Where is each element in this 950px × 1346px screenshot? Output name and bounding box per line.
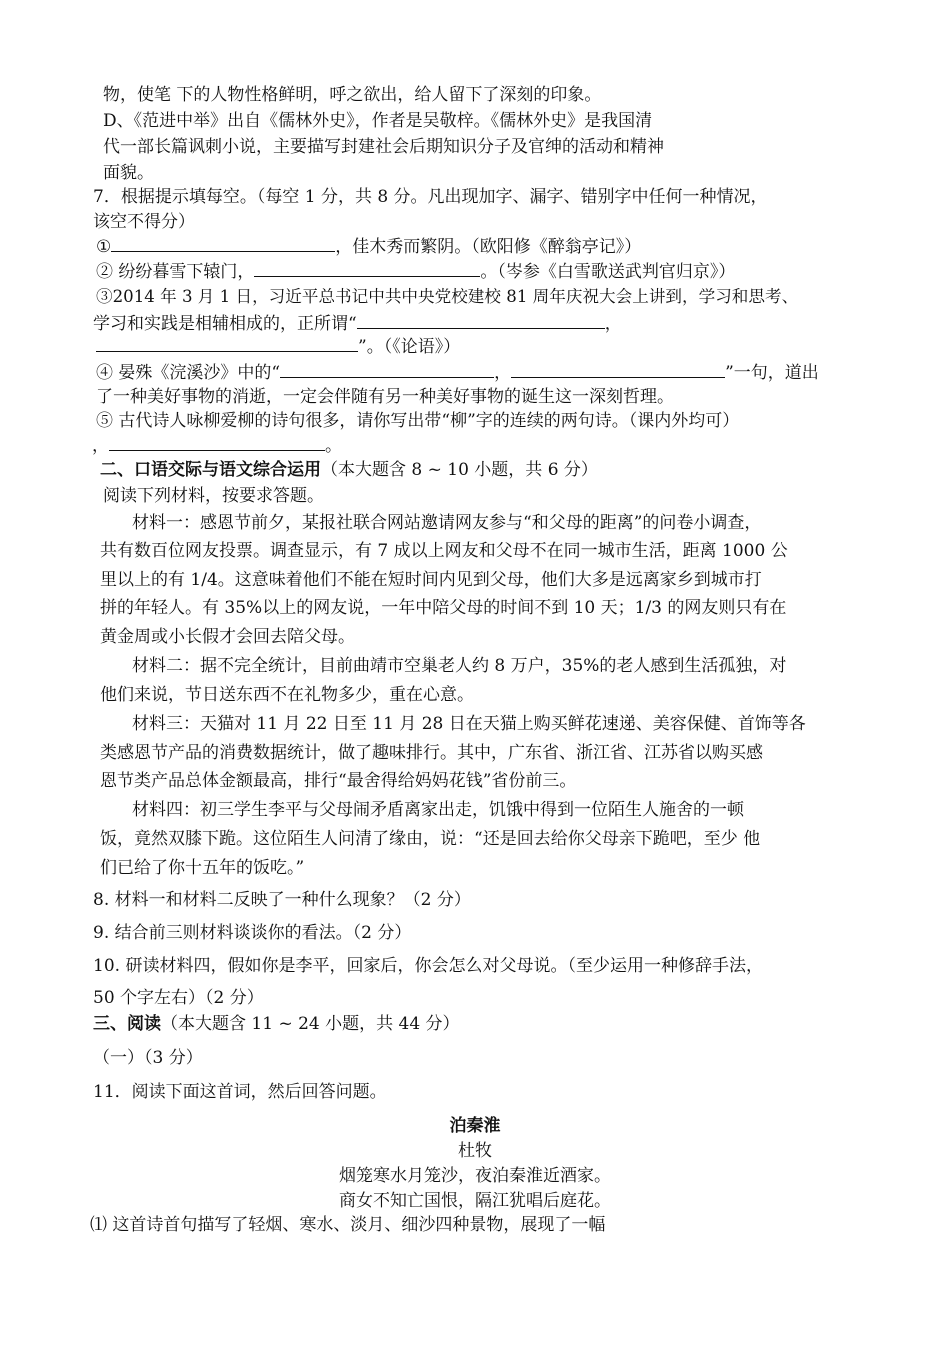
answer-blank[interactable]: [111, 235, 335, 252]
fill-item-1-prefix: ①: [96, 237, 112, 257]
fill-item-4-line2: 了一种美好事物的消逝，一定会伴随有另一种美好事物的诞生这一深刻哲理。: [96, 387, 674, 407]
material-4-line: 材料四：初三学生李平与父母闹矛盾离家出走，饥饿中得到一位陌生人施舍的一顿: [132, 800, 744, 820]
question-7: 7．根据提示填每空。（每空 1 分，共 8 分。凡出现加字、漏字、错别字中任何一种情况，: [93, 187, 768, 207]
material-3-line: 类感恩节产品的消费数据统计，做了趣味排行。其中，广东省、浙江省、江苏省以购买感: [100, 743, 763, 763]
section-3-heading: [93, 1013, 460, 1035]
answer-blank[interactable]: [511, 361, 725, 378]
fill-item-3-line3: [96, 335, 460, 358]
answer-blank[interactable]: [357, 312, 605, 329]
fill-item-5-line2: [92, 434, 342, 457]
poem-line: 烟笼寒水月笼沙，夜泊秦淮近酒家。: [339, 1166, 611, 1186]
question-11: 11．阅读下面这首词，然后回答问题。: [93, 1082, 387, 1102]
material-4-line: 饭，竟然双膝下跪。这位陌生人问清了缘由，说：“还是回去给你父母亲下跪吧，至少 他: [100, 829, 761, 849]
fill-item-2: [96, 260, 735, 283]
section-2-note: （本大题含 8 ~ 10 小题，共 6 分）: [321, 460, 598, 480]
answer-blank[interactable]: [109, 434, 325, 451]
material-2-line: 他们来说，节日送东西不在礼物多少，重在心意。: [100, 685, 474, 705]
poem-line: 商女不知亡国恨，隔江犹唱后庭花。: [339, 1191, 611, 1211]
answer-blank[interactable]: [96, 335, 358, 352]
answer-blank[interactable]: [254, 260, 480, 277]
material-3-line: 恩节类产品总体金额最高，排行“最舍得给妈妈花钱”省份前三。: [100, 771, 577, 791]
material-3-line: 材料三：天猫对 11 月 22 日至 11 月 28 日在天猫上购买鲜花速递、美容保健、首饰等各: [132, 714, 806, 734]
section-3-title: 三、阅读: [93, 1014, 161, 1034]
question-7-note: 该空不得分）: [93, 212, 195, 232]
part-1-label: （一）（3 分）: [93, 1048, 203, 1068]
question-11-1: ⑴ 这首诗首句描写了轻烟、寒水、淡月、细沙四种景物，展现了一幅: [90, 1215, 606, 1235]
text-line: 代一部长篇讽刺小说，主要描写封建社会后期知识分子及官绅的活动和精神: [103, 137, 664, 157]
material-1-line: 材料一：感恩节前夕，某报社联合网站邀请网友参与“和父母的距离”的问卷小调查，: [132, 513, 762, 533]
text-line: 物，使笔 下的人物性格鲜明，呼之欲出，给人留下了深刻的印象。: [103, 85, 602, 105]
material-1-line: 共有数百位网友投票。调查显示，有 7 成以上网友和父母不在同一城市生活，距离 1000 公: [100, 541, 788, 561]
section-2-instruction: 阅读下列材料，按要求答题。: [103, 486, 324, 506]
question-10: 10. 研读材料四，假如你是李平，回家后，你会怎么对父母说。（至少运用一种修辞手法，: [93, 956, 763, 976]
fill-item-4-prefix: ④ 晏殊《浣溪沙》中的“: [96, 363, 281, 383]
text-line: D、《范进中举》出自《儒林外史》，作者是吴敬梓。《儒林外史》是我国清: [103, 111, 653, 131]
fill-item-5-prefix: ，: [92, 436, 109, 456]
text-line: 面貌。: [103, 163, 154, 183]
fill-item-1: [96, 235, 641, 258]
material-1-line: 黄金周或小长假才会回去陪父母。: [100, 627, 355, 647]
fill-item-2-prefix: ② 纷纷暮雪下辕门，: [96, 262, 255, 282]
section-2-title: 二、口语交际与语文综合运用: [100, 460, 321, 480]
fill-item-3-suffix: ”。（《论语》）: [358, 337, 461, 357]
poem-title: 泊秦淮: [449, 1116, 501, 1136]
fill-item-3-line2: [93, 312, 622, 335]
fill-item-1-suffix: ，佳木秀而繁阴。（欧阳修《醉翁亭记》）: [335, 237, 642, 257]
question-9: 9. 结合前三则材料谈谈你的看法。（2 分）: [93, 923, 412, 943]
material-2-line: 材料二：据不完全统计，目前曲靖市空巢老人约 8 万户，35%的老人感到生活孤独，对: [132, 656, 787, 676]
fill-item-3: ③2014 年 3 月 1 日，习近平总书记中共中央党校建校 81 周年庆祝大会上讲到，学习和思考、: [96, 287, 799, 306]
material-1-line: 里以上的有 1/4。这意味着他们不能在短时间内见到父母，他们大多是远离家乡到城市打: [100, 570, 762, 590]
section-2-heading: [100, 459, 598, 481]
answer-blank[interactable]: [280, 361, 494, 378]
fill-item-4-suffix: ”一句，道出: [725, 363, 819, 383]
question-8: 8. 材料一和材料二反映了一种什么现象？（2 分）: [93, 890, 471, 910]
fill-item-3-mid: ，: [604, 314, 622, 334]
question-10-line2: 50 个字左右）（2 分）: [93, 988, 264, 1008]
fill-item-3-prefix: 学习和实践是相辅相成的，正所谓“: [93, 314, 357, 334]
fill-item-4: [96, 361, 819, 384]
fill-item-5-suffix: 。: [325, 436, 342, 456]
poem-author: 杜牧: [458, 1141, 492, 1161]
section-3-note: （本大题含 11 ~ 24 小题，共 44 分）: [161, 1014, 460, 1034]
fill-item-4-mid: ，: [494, 363, 512, 383]
fill-item-5: ⑤ 古代诗人咏柳爱柳的诗句很多，请你写出带“柳”字的连续的两句诗。（课内外均可）: [96, 411, 740, 431]
material-4-line: 们已给了你十五年的饭吃。”: [100, 858, 305, 878]
material-1-line: 拼的年轻人。有 35%以上的网友说，一年中陪父母的时间不到 10 天；1/3 的网友则只有在: [100, 598, 787, 618]
fill-item-2-suffix: 。（岑参《白雪歌送武判官归京》）: [480, 262, 736, 282]
